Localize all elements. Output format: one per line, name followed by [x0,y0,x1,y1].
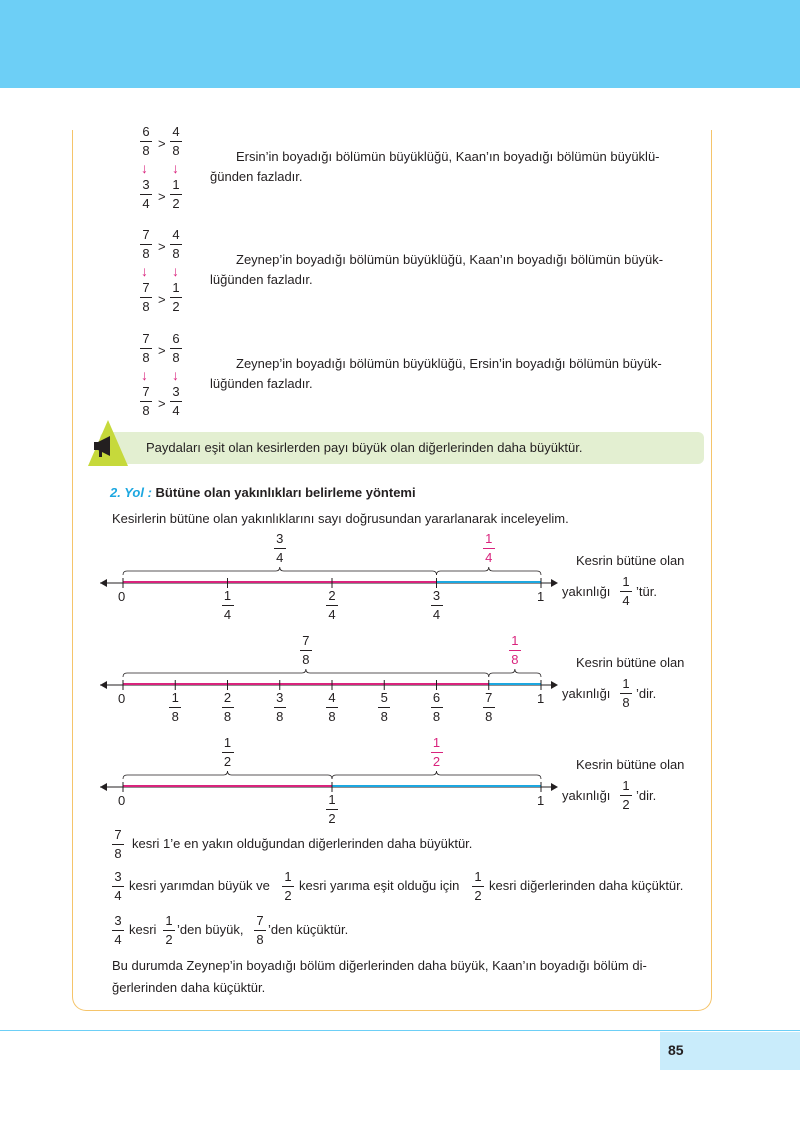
header-band [0,0,800,88]
one-label: 1 [537,793,545,808]
conclusion-line2b: kesri yarıma eşit olduğu için [299,878,460,893]
numerator: 4 [172,124,180,139]
brace-right-label [431,736,443,769]
denominator: 2 [172,299,180,314]
denominator: 8 [172,143,180,158]
fraction-bar [509,650,521,651]
comparison-fraction [170,281,182,314]
numerator: 6 [172,331,180,346]
numerator: 3 [432,588,441,603]
comparison-fraction [140,332,152,365]
side-text-line1: Kesrin bütüne olan [576,553,685,568]
side-fraction [620,677,632,710]
numerator: 7 [142,384,150,399]
down-arrow-icon: ↓ [141,367,148,383]
fraction-bar [254,930,266,931]
numerator: 1 [172,177,180,192]
side-text-suffix: ’dir. [636,788,657,803]
numerator: 1 [622,574,630,589]
denominator: 4 [276,550,284,565]
zero-label: 0 [118,589,126,604]
numerator: 6 [142,124,150,139]
conclusion-fraction [112,914,124,947]
fraction-bar [620,591,632,592]
denominator: 8 [485,709,493,724]
greater-than-sign: > [158,396,166,411]
fraction-bar [140,297,152,298]
side-text-line2: yakınlığı [562,584,611,599]
brace-left-label [300,634,312,667]
fraction-bar [170,244,182,245]
fraction-bar [222,605,234,606]
numerator: 7 [114,827,122,842]
comparison-fraction [140,125,152,158]
method-number: 2. Yol : [110,485,152,500]
numerator: 3 [114,913,122,928]
numerator: 3 [114,869,122,884]
denominator: 8 [114,846,122,861]
tick-label [378,691,390,724]
denominator: 4 [432,607,441,622]
denominator: 8 [223,709,232,724]
brace-left [123,771,332,779]
tick-label [326,589,338,622]
numerator: 1 [511,633,519,648]
denominator: 4 [485,550,493,565]
denominator: 2 [622,797,630,812]
fraction-bar [112,886,124,887]
conclusion-fraction [472,870,484,903]
numerator: 1 [328,792,336,807]
fraction-bar [170,348,182,349]
denominator: 8 [328,709,336,724]
denominator: 2 [474,888,482,903]
comparison-fraction [170,385,182,418]
conclusion-fraction [282,870,294,903]
numerator: 4 [172,227,180,242]
comparison-fraction [170,332,182,365]
fraction-bar [274,707,286,708]
fraction-bar [483,548,495,549]
numerator: 1 [474,869,482,884]
fraction-bar [140,244,152,245]
numerator: 3 [276,690,284,705]
conclusion-line3b: ’den büyük, [177,922,244,937]
denominator: 8 [622,695,630,710]
fraction-bar [170,297,182,298]
comparison-fraction [170,178,182,211]
numerator: 1 [432,735,441,750]
one-label: 1 [537,691,545,706]
note-text: Paydaları eşit olan kesirlerden payı büyük olan diğerlerinden daha büyüktür. [146,440,583,455]
fraction-bar [326,707,338,708]
axis-arrow-left [100,681,107,689]
comparison-text-line2: lüğünden fazladır. [210,376,313,391]
greater-than-sign: > [158,292,166,307]
comparison-text-line1: Zeynep’in boyadığı bölümün büyüklüğü, Kaan’ın boyadığı bölümün büyük- [236,252,664,267]
brace-right-label [509,634,521,667]
fraction-bar [170,141,182,142]
conclusion-line1: kesri 1’e en yakın olduğundan diğerlerinden daha büyüktür. [132,836,473,851]
conclusion-fraction [112,870,124,903]
numerator: 1 [284,869,292,884]
tick-label [326,691,338,724]
conclusion-fraction [163,914,175,947]
fraction-bar [326,809,338,810]
numerator: 7 [142,331,150,346]
denominator: 2 [432,754,441,769]
fraction-bar [140,401,152,402]
denominator: 8 [172,246,180,261]
numerator: 1 [485,531,493,546]
denominator: 4 [223,607,232,622]
denominator: 4 [172,403,180,418]
conclusion-line3c: ’den küçüktür. [268,922,349,937]
axis-arrow-left [100,783,107,791]
tick-label [222,691,234,724]
brace-right [489,669,541,677]
comparison-fraction [140,228,152,261]
denominator: 8 [256,932,264,947]
denominator: 8 [142,143,150,158]
side-fraction [620,575,632,608]
fraction-bar [170,401,182,402]
fraction-bar [300,650,312,651]
footer-line [0,1030,800,1031]
fraction-bar [140,141,152,142]
greater-than-sign: > [158,189,166,204]
comparison-fraction [140,178,152,211]
comparison-fraction [140,385,152,418]
side-fraction [620,779,632,812]
tick-label [274,691,286,724]
fraction-bar [222,707,234,708]
fraction-bar [378,707,390,708]
denominator: 4 [142,196,150,211]
greater-than-sign: > [158,343,166,358]
denominator: 2 [328,811,336,826]
numerator: 7 [142,280,150,295]
conclusion-line2c: kesri diğerlerinden daha küçüktür. [489,878,684,893]
numerator: 6 [432,690,441,705]
down-arrow-icon: ↓ [172,263,179,279]
denominator: 2 [172,196,180,211]
conclusion-fraction [254,914,266,947]
numerator: 1 [172,280,180,295]
number-line [0,740,560,810]
numerator: 7 [142,227,150,242]
fraction-bar [163,930,175,931]
comparison-text-line1: Ersin’in boyadığı bölümün büyüklüğü, Kaan’ın boyadığı bölümün büyüklü- [236,149,660,164]
numerator: 1 [171,690,179,705]
denominator: 8 [380,709,388,724]
intro-text: Kesirlerin bütüne olan yakınlıklarını sayı doğrusundan yararlanarak inceleyelim. [112,511,569,526]
numerator: 7 [256,913,264,928]
side-text-line1: Kesrin bütüne olan [576,757,685,772]
numerator: 4 [328,690,336,705]
brace-left [123,669,489,677]
down-arrow-icon: ↓ [141,263,148,279]
fraction-bar [431,605,443,606]
numerator: 3 [276,531,284,546]
numerator: 3 [172,384,180,399]
denominator: 2 [284,888,292,903]
denominator: 8 [302,652,310,667]
denominator: 4 [114,888,122,903]
side-text-line1: Kesrin bütüne olan [576,655,685,670]
comparison-fraction [140,281,152,314]
fraction-bar [431,707,443,708]
fraction-bar [282,886,294,887]
numerator: 3 [142,177,150,192]
fraction-bar [431,752,443,753]
side-text-line2: yakınlığı [562,686,611,701]
fraction-bar [112,844,124,845]
denominator: 8 [142,403,150,418]
comparison-fraction [170,125,182,158]
denominator: 2 [165,932,173,947]
final-line2: ğerlerinden daha küçüktür. [112,980,266,995]
fraction-bar [620,795,632,796]
one-label: 1 [537,589,545,604]
numerator: 7 [485,690,493,705]
final-line1: Bu durumda Zeynep’in boyadığı bölüm diğerlerinden daha büyük, Kaan’ın boyadığı bölüm di- [112,958,647,973]
tick-label [169,691,181,724]
down-arrow-icon: ↓ [172,160,179,176]
denominator: 8 [142,299,150,314]
denominator: 8 [172,350,180,365]
brace-right [332,771,541,779]
fraction-bar [274,548,286,549]
denominator: 2 [223,754,232,769]
brace-right [437,567,542,575]
denominator: 4 [114,932,122,947]
numerator: 2 [223,690,232,705]
axis-arrow-right [551,579,558,587]
comparison-text-line2: ğünden fazladır. [210,169,303,184]
tick-label [326,793,338,826]
fraction-bar [169,707,181,708]
brace-left [123,567,437,575]
fraction-bar [112,930,124,931]
method-title: Bütüne olan yakınlıkları belirleme yöntemi [155,485,416,500]
axis-arrow-left [100,579,107,587]
brace-left-label [222,736,234,769]
numerator: 1 [622,676,630,691]
page-number: 85 [668,1042,684,1058]
greater-than-sign: > [158,239,166,254]
tick-label [483,691,495,724]
numerator: 2 [328,588,336,603]
side-text-suffix: ’tür. [636,584,657,599]
fraction-bar [140,348,152,349]
numerator: 1 [622,778,630,793]
numerator: 7 [302,633,310,648]
zero-label: 0 [118,793,126,808]
side-text-line2: yakınlığı [562,788,611,803]
brace-right-label [483,532,495,565]
comparison-text-line1: Zeynep’in boyadığı bölümün büyüklüğü, Ersin’in boyadığı bölümün büyük- [236,356,662,371]
fraction-bar [483,707,495,708]
denominator: 8 [432,709,441,724]
numerator: 5 [380,690,388,705]
numerator: 1 [165,913,173,928]
numerator: 1 [223,735,232,750]
denominator: 4 [328,607,336,622]
conclusion-line2a: kesri yarımdan büyük ve [129,878,270,893]
conclusion-fraction [112,828,124,861]
zero-label: 0 [118,691,126,706]
down-arrow-icon: ↓ [172,367,179,383]
fraction-bar [472,886,484,887]
down-arrow-icon: ↓ [141,160,148,176]
greater-than-sign: > [158,136,166,151]
axis-arrow-right [551,681,558,689]
method-heading [110,485,416,500]
fraction-bar [222,752,234,753]
fraction-bar [140,194,152,195]
side-text-suffix: ’dir. [636,686,657,701]
numerator: 1 [223,588,232,603]
tick-label [222,589,234,622]
tick-label [431,589,443,622]
megaphone-icon [84,418,132,468]
denominator: 8 [171,709,179,724]
fraction-bar [326,605,338,606]
denominator: 8 [142,350,150,365]
comparison-fraction [170,228,182,261]
denominator: 8 [142,246,150,261]
comparison-text-line2: lüğünden fazladır. [210,272,313,287]
fraction-bar [170,194,182,195]
denominator: 8 [511,652,519,667]
denominator: 8 [276,709,284,724]
conclusion-line3a: kesri [129,922,157,937]
axis-arrow-right [551,783,558,791]
fraction-bar [620,693,632,694]
tick-label [431,691,443,724]
brace-left-label [274,532,286,565]
denominator: 4 [622,593,630,608]
